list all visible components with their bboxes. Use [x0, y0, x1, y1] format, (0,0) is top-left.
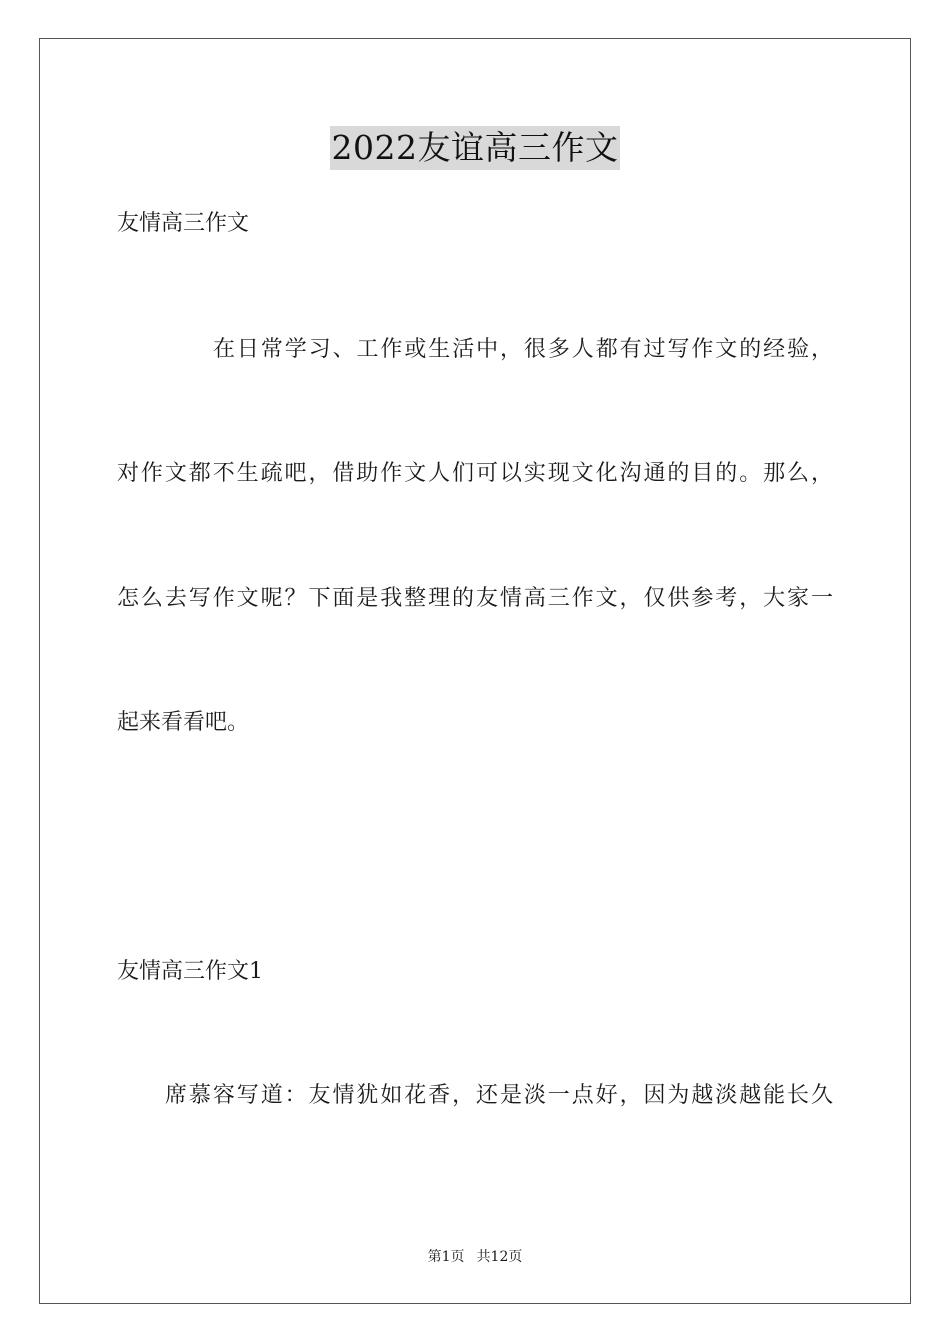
section-first-line: 席慕容写道：友情犹如花香，还是淡一点好，因为越淡越能长久 — [165, 1083, 833, 1108]
section-heading: 友情高三作文1 — [117, 959, 263, 984]
intro-line-3: 怎么去写作文呢？下面是我整理的友情高三作文，仅供参考，大家一 — [117, 586, 833, 611]
page-total: 共12页 — [476, 1249, 523, 1265]
document-subtitle: 友情高三作文 — [117, 211, 250, 236]
title-container — [0, 126, 950, 170]
intro-line-1: 在日常学习、工作或生活中，很多人都有过写作文的经验， — [213, 337, 833, 362]
page-number: 第1页 — [427, 1249, 465, 1265]
page-footer — [0, 1248, 950, 1266]
intro-line-2: 对作文都不生疏吧，借助作文人们可以实现文化沟通的目的。那么， — [117, 461, 833, 486]
intro-line-4: 起来看看吧。 — [117, 710, 250, 735]
document-title: 2022友谊高三作文 — [330, 126, 621, 170]
